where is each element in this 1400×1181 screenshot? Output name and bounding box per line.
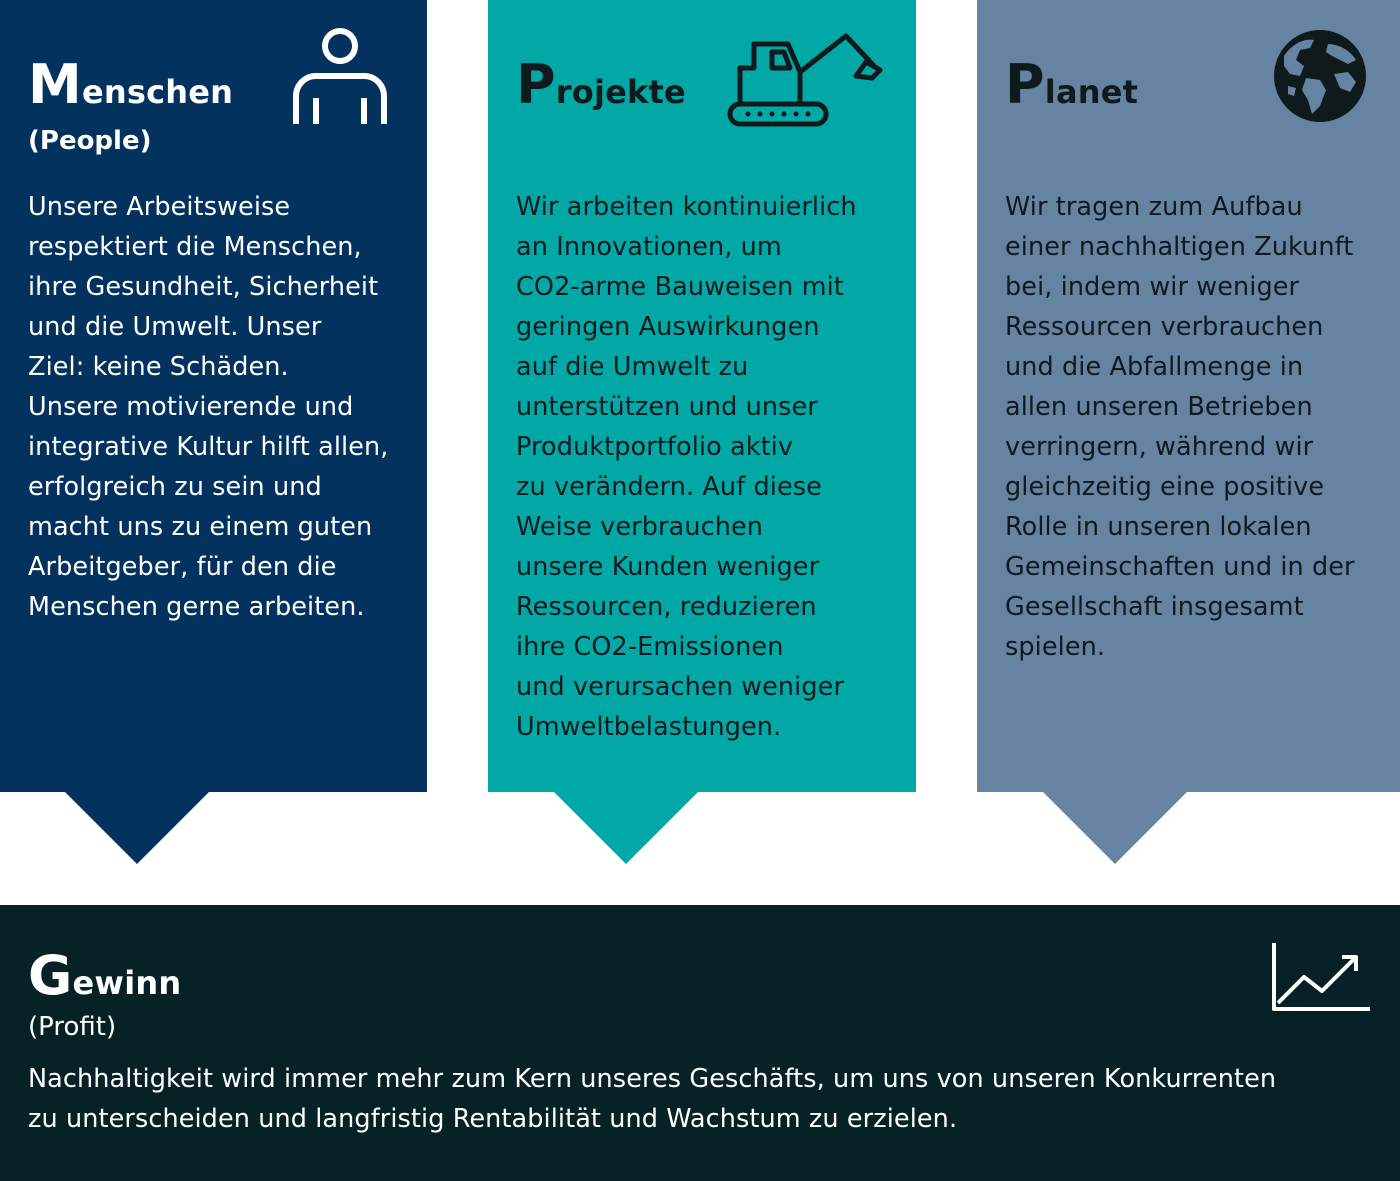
globe-icon [1270,26,1370,130]
people-card [0,0,427,792]
profit-section [0,905,1400,1181]
projects-card [488,0,916,792]
profit-subtitle: (Profit) [28,1012,117,1042]
profit-text: Nachhaltigkeit wird immer mehr zum Kern unseres Geschäfts, um uns von unseren Konkurrenten zu unterscheiden und langfristig Rentabilität und Wachstum zu erzielen. [28,1064,1277,1134]
card-title: Planet [1005,53,1139,116]
card-text: Unsere Arbeitsweise respektiert die Menschen, ihre Gesundheit, Sicherheit und die Umwelt. Unser Ziel: keine Schäden. Unsere motivierende und integrative Kultur hilft allen, erfolgreich zu sein und macht uns zu einem guten Arbeitgeber, für den die Menschen gerne arbeiten. [28,192,389,622]
card-title: Menschen [28,53,234,116]
projects-card-pointer [553,791,699,864]
planet-card [977,0,1400,792]
line-chart-icon [1270,941,1372,1017]
card-text: Wir tragen zum Aufbau einer nachhaltigen Zukunft bei, indem wir weniger Ressourcen verbrauchen und die Abfallmenge in allen unseren Betrieben verringern, während wir gleichzeitig eine positive Rolle in unseren lokalen Gemeinschaften und in der Gesellschaft insgesamt spielen. [1005,192,1355,662]
excavator-icon [726,28,884,132]
planet-card-pointer [1042,791,1188,864]
person-icon [292,26,388,130]
profit-title: Gewinn [28,944,182,1007]
card-subtitle: (People) [28,126,152,156]
card-text: Wir arbeiten kontinuierlich an Innovationen, um CO2-arme Bauweisen mit geringen Auswirkungen auf die Umwelt zu unterstützen und unser Produktportfolio aktiv zu verändern. Auf diese Weise verbrauchen unsere Kunden weniger Ressourcen, reduzieren ihre CO2-Emissionen und verursachen weniger Umweltbelastungen. [516,192,857,742]
people-card-pointer [64,791,210,864]
card-title: Projekte [516,53,686,116]
